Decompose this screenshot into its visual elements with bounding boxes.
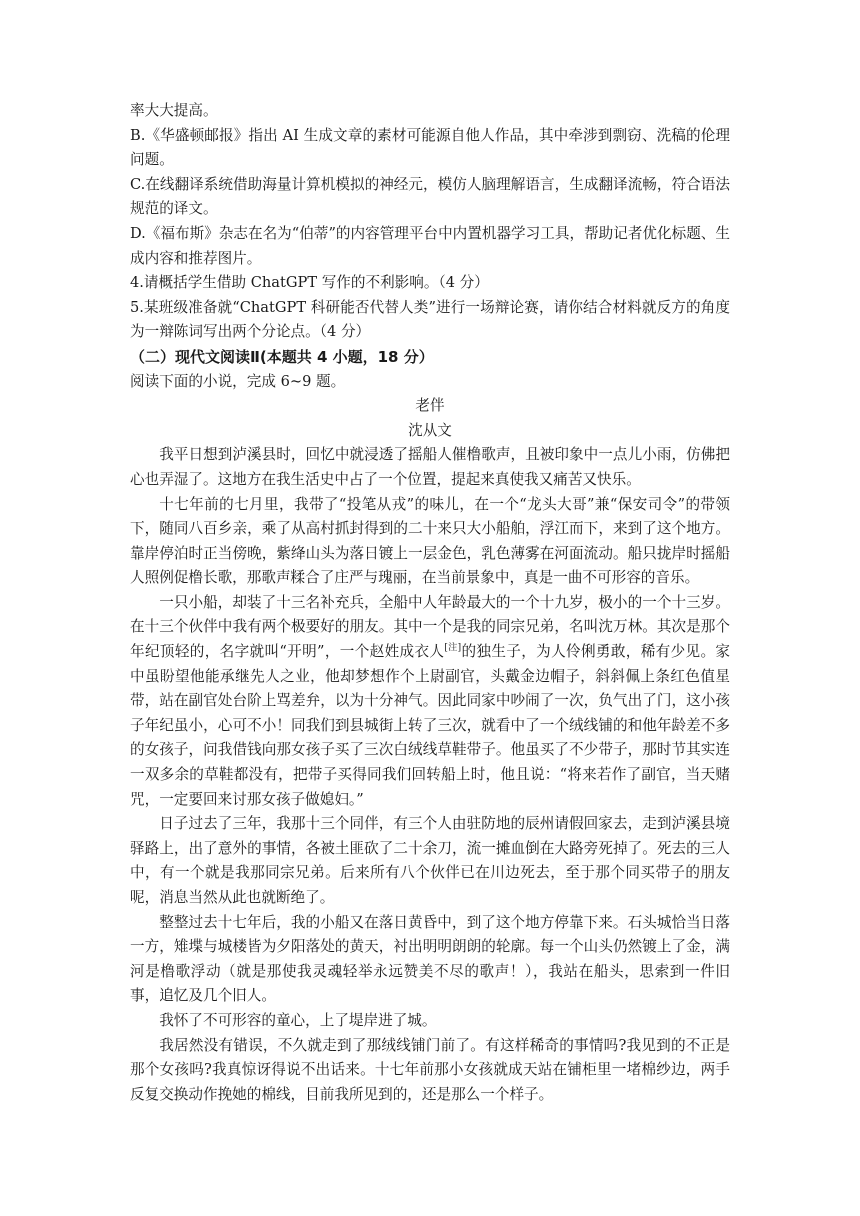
author: 沈从文 bbox=[408, 421, 452, 439]
question-5: 5.某班级准备就“ChatGPT 科研能否代替人类”进行一场辩论赛，请你结合材料就反方的角度为一辩陈词写出两个分论点。（4 分） bbox=[130, 298, 730, 341]
story-paragraph-3-part-a: 一只小船，却装了十三名补充兵，全船中人年龄最大的一个十九岁，极小的一个十三岁。在十三个伙伴中我有两个极要好的朋友。其中一个是我的同宗兄弟，名叫沈万林。其次是那个年纪顶轻的，名字就叫“开明”，一个赵姓成衣人 bbox=[130, 593, 730, 661]
question-4: 4.请概括学生借助 ChatGPT 写作的不利影响。（4 分） bbox=[130, 274, 489, 292]
story-paragraph-5: 整整过去十七年后，我的小船又在落日黄昏中，到了这个地方停靠下来。石头城恰当日落一方，雉堞与城楼皆为夕阳落处的黄天，衬出明明朗朗的轮廓。每一个山头仍然镀上了金，满河是橹歌浮动（就是那使我灵魂轻举永远赞美不尽的歌声！），我站在船头，思索到一件旧事，追忆及几个旧人。 bbox=[130, 913, 730, 1005]
instruction: 阅读下面的小说，完成 6~9 题。 bbox=[130, 372, 346, 390]
story-paragraph-3 bbox=[130, 591, 730, 812]
story-paragraph-7: 我居然没有错误，不久就走到了那绒线铺门前了。有这样稀奇的事情吗?我见到的不正是那个女孩吗?我真惊讶得说不出话来。十七年前那小女孩就成天站在铺柜里一堵棉纱边，两手反复交换动作挽她的棉线，目前我所见到的，还是那么一个样子。 bbox=[130, 1036, 730, 1103]
story-paragraph-3-part-b: 的独生子，为人伶俐勇敢，稀有少见。家中虽盼望他能承继先人之业，他却梦想作个上尉副官，头戴金边帽子，斜斜佩上条红色值星带，站在副官处台阶上骂差弁，以为十分神气。因此同家中吵闹了一次，负气出了门，这小孩子年纪虽小，心可不小！同我们到县城街上转了三次，就看中了一个绒线铺的和他年龄差不多的女孩子，问我借钱向那女孩子买了三次白绒线草鞋带子。他虽买了不少带子，那时节其实连一双多余的草鞋都没有，把带子买得同我们回转船上时，他且说：“将来若作了副官，当天赌咒，一定要回来讨那女孩子做媳妇。” bbox=[130, 643, 730, 808]
option-b: B.《华盛顿邮报》指出 AI 生成文章的素材可能源自他人作品，其中牵涉到剽窃、洗稿的伦理问题。 bbox=[130, 126, 730, 169]
footnote-ref: [注] bbox=[444, 643, 462, 654]
section-title: （二）现代文阅读Ⅱ(本题共 4 小题，18 分） bbox=[130, 347, 434, 366]
document-page bbox=[130, 99, 730, 1107]
option-c: C.在线翻译系统借助海量计算机模拟的神经元，模仿人脑理解语言，生成翻译流畅，符合语法规范的译文。 bbox=[130, 175, 730, 218]
option-d: D.《福布斯》杂志在名为“伯蒂”的内容管理平台中内置机器学习工具，帮助记者优化标题、生成内容和推荐图片。 bbox=[130, 224, 730, 267]
story-paragraph-2: 十七年前的七月里，我带了“投笔从戎”的味儿，在一个“龙头大哥”兼“保安司令”的带领下，随同八百乡亲，乘了从高村抓封得到的二十来只大小船舶，浮江而下，来到了这个地方。靠岸停泊时正当傍晚，紫绛山头为落日镀上一层金色，乳色薄雾在河面流动。船只拢岸时摇船人照例促橹长歌，那歌声糅合了庄严与瑰丽，在当前景象中，真是一曲不可形容的音乐。 bbox=[130, 495, 730, 587]
prev-line-1: 率大大提高。 bbox=[130, 102, 218, 119]
story-paragraph-1: 我平日想到泸溪县时，回忆中就浸透了摇船人催橹歌声，且被印象中一点儿小雨，仿佛把心也弄湿了。这地方在我生活史中占了一个位置，提起来真使我又痛苦又快乐。 bbox=[130, 446, 730, 488]
story-title: 老伴 bbox=[415, 397, 445, 415]
story-paragraph-6: 我怀了不可形容的童心，上了堤岸进了城。 bbox=[159, 1011, 437, 1029]
story-paragraph-4: 日子过去了三年，我那十三个同伴，有三个人由驻防地的辰州请假回家去，走到泸溪县境驿路上，出了意外的事情，各被土匪砍了二十余刀，流一摊血倒在大路旁死掉了。死去的三人中，有一个就是我那同宗兄弟。后来所有八个伙伴已在川边死去，至于那个同买带子的朋友呢，消息当然从此也就断绝了。 bbox=[130, 815, 730, 906]
